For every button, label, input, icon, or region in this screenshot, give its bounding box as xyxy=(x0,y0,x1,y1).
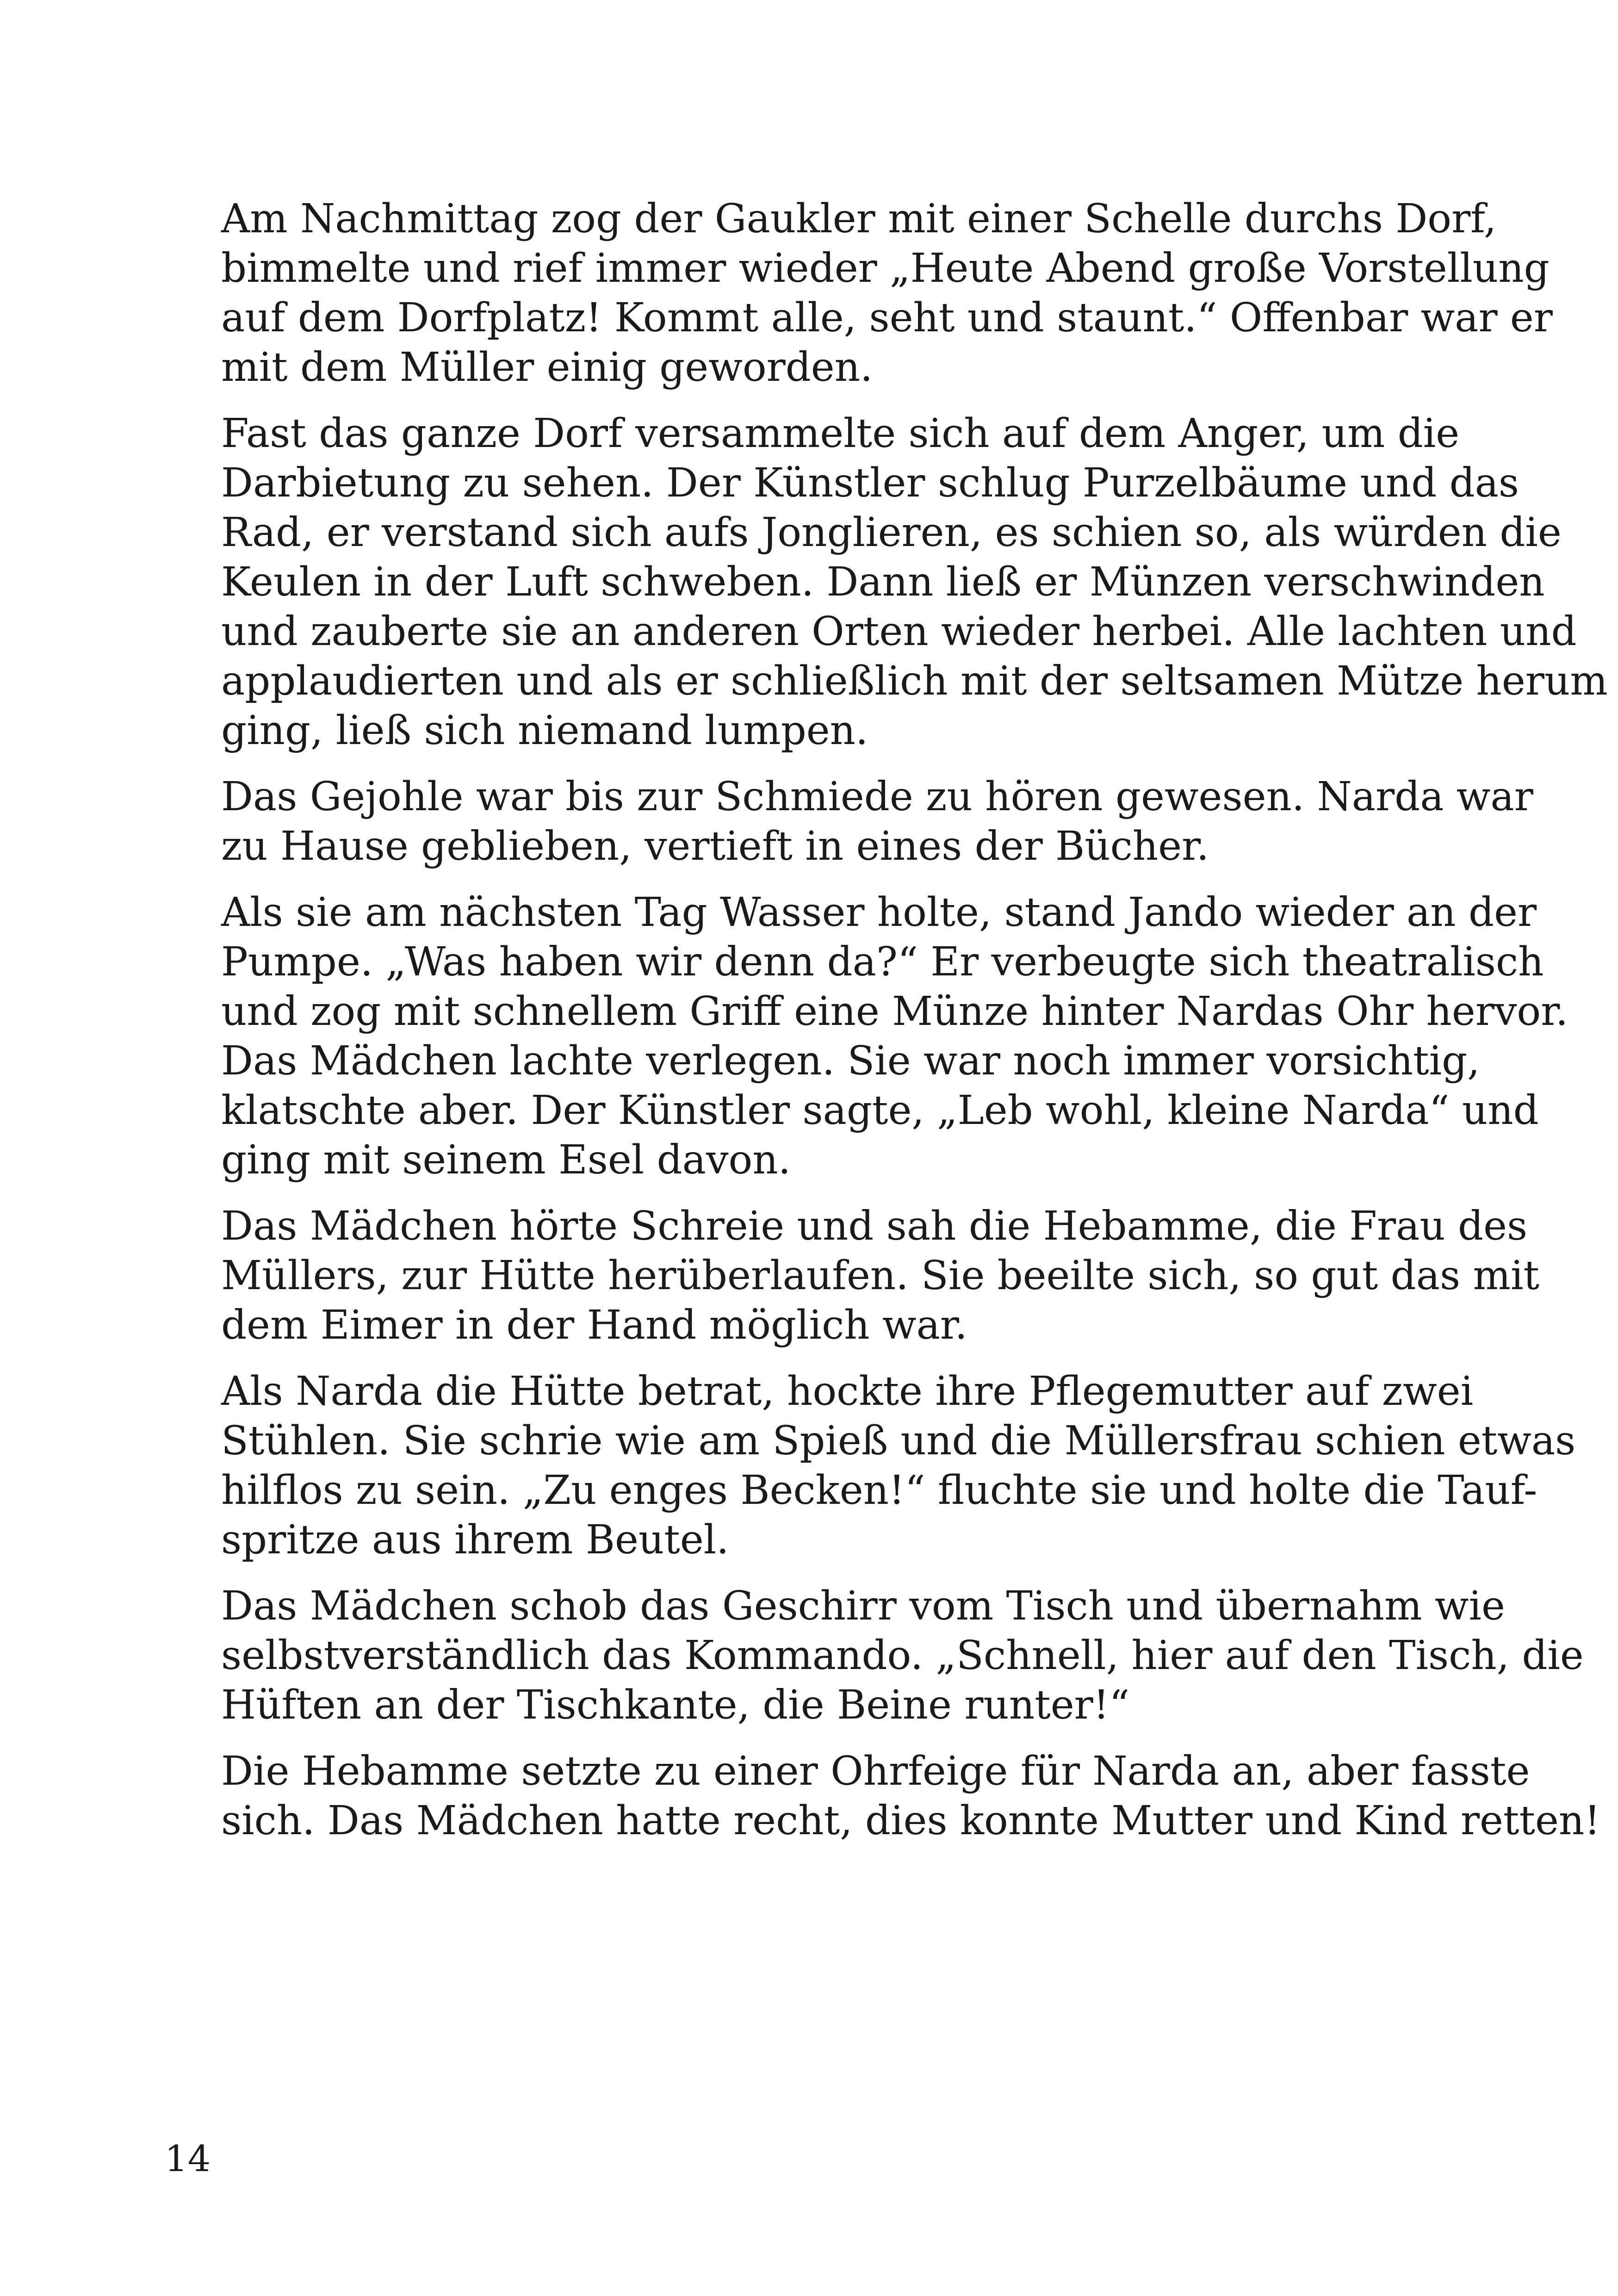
paragraph-3 xyxy=(165,772,1533,871)
text-line: applaudierten und als er schließlich mit der seltsamen Mütze herum xyxy=(221,658,1608,704)
text-line: Das Mädchen lachte verlegen. Sie war noch immer vorsichtig, xyxy=(221,1038,1480,1084)
text-line: und zog mit schnellem Griff eine Münze hinter Nardas Ohr hervor. xyxy=(221,988,1568,1035)
text-line: ging, ließ sich niemand lumpen. xyxy=(221,707,868,754)
text-line: Als Narda die Hütte betrat, hockte ihre Pflegemutter auf zwei xyxy=(221,1368,1474,1415)
paragraph-1 xyxy=(165,194,1553,392)
text-line: Das Mädchen hörte Schreie und sah die Hebamme, die Frau des xyxy=(221,1203,1528,1249)
text-line: Keulen in der Luft schweben. Dann ließ er Münzen verschwinden xyxy=(221,559,1545,605)
text-line: Rad, er verstand sich aufs Jonglieren, es schien so, als würden die xyxy=(221,509,1562,556)
text-line: Stühlen. Sie schrie wie am Spieß und die Müllersfrau schien etwas xyxy=(221,1418,1576,1464)
text-line: selbstverständlich das Kommando. „Schnell, hier auf den Tisch, die xyxy=(221,1632,1584,1679)
text-line: Darbietung zu sehen. Der Künstler schlug Purzelbäume und das xyxy=(221,460,1519,506)
text-line: klatschte aber. Der Künstler sagte, „Leb wohl, kleine Narda“ und xyxy=(221,1087,1539,1134)
text-line: mit dem Müller einig geworden. xyxy=(221,344,873,391)
text-line: Fast das ganze Dorf versammelte sich auf dem Anger, um die xyxy=(221,410,1460,457)
text-line: sich. Das Mädchen hatte recht, dies konnte Mutter und Kind retten! xyxy=(221,1798,1600,1844)
text-line: auf dem Dorfplatz! Kommt alle, seht und staunt.“ Offenbar war er xyxy=(221,295,1553,341)
text-line: ging mit seinem Esel davon. xyxy=(221,1137,791,1183)
text-line: dem Eimer in der Hand möglich war. xyxy=(221,1302,967,1348)
paragraph-8 xyxy=(165,1747,1600,1846)
text-line: Pumpe. „Was haben wir denn da?“ Er verbeugte sich theatralisch xyxy=(221,939,1544,985)
paragraph-6 xyxy=(165,1367,1576,1565)
text-line: Das Mädchen schob das Geschirr vom Tisch und übernahm wie xyxy=(221,1583,1505,1629)
paragraph-4 xyxy=(165,888,1568,1185)
text-line: spritze aus ihrem Beutel. xyxy=(221,1517,729,1563)
text-line: Das Gejohle war bis zur Schmiede zu hören gewesen. Narda war xyxy=(221,774,1533,820)
paragraph-7 xyxy=(165,1582,1584,1730)
text-line: zu Hause geblieben, vertieft in eines der Bücher. xyxy=(221,823,1209,869)
paragraph-2 xyxy=(165,409,1608,756)
text-line: Müllers, zur Hütte herüberlaufen. Sie beeilte sich, so gut das mit xyxy=(221,1253,1540,1299)
text-line: Als sie am nächsten Tag Wasser holte, stand Jando wieder an der xyxy=(221,889,1537,936)
text-line: Am Nachmittag zog der Gaukler mit einer Schelle durchs Dorf, xyxy=(221,196,1497,242)
text-line: und zauberte sie an anderen Orten wieder herbei. Alle lachten und xyxy=(221,608,1577,655)
text-line: bimmelte und rief immer wieder „Heute Abend große Vorstellung xyxy=(221,245,1550,292)
text-line: Die Hebamme setzte zu einer Ohrfeige für Narda an, aber fasste xyxy=(221,1748,1530,1794)
body-text xyxy=(165,194,1608,1862)
text-line: Hüften an der Tischkante, die Beine runter!“ xyxy=(221,1682,1130,1728)
paragraph-5 xyxy=(165,1202,1540,1350)
text-line: hilflos zu sein. „Zu enges Becken!“ fluchte sie und holte die Tauf- xyxy=(221,1467,1537,1514)
page-number: 14 xyxy=(165,2138,211,2180)
